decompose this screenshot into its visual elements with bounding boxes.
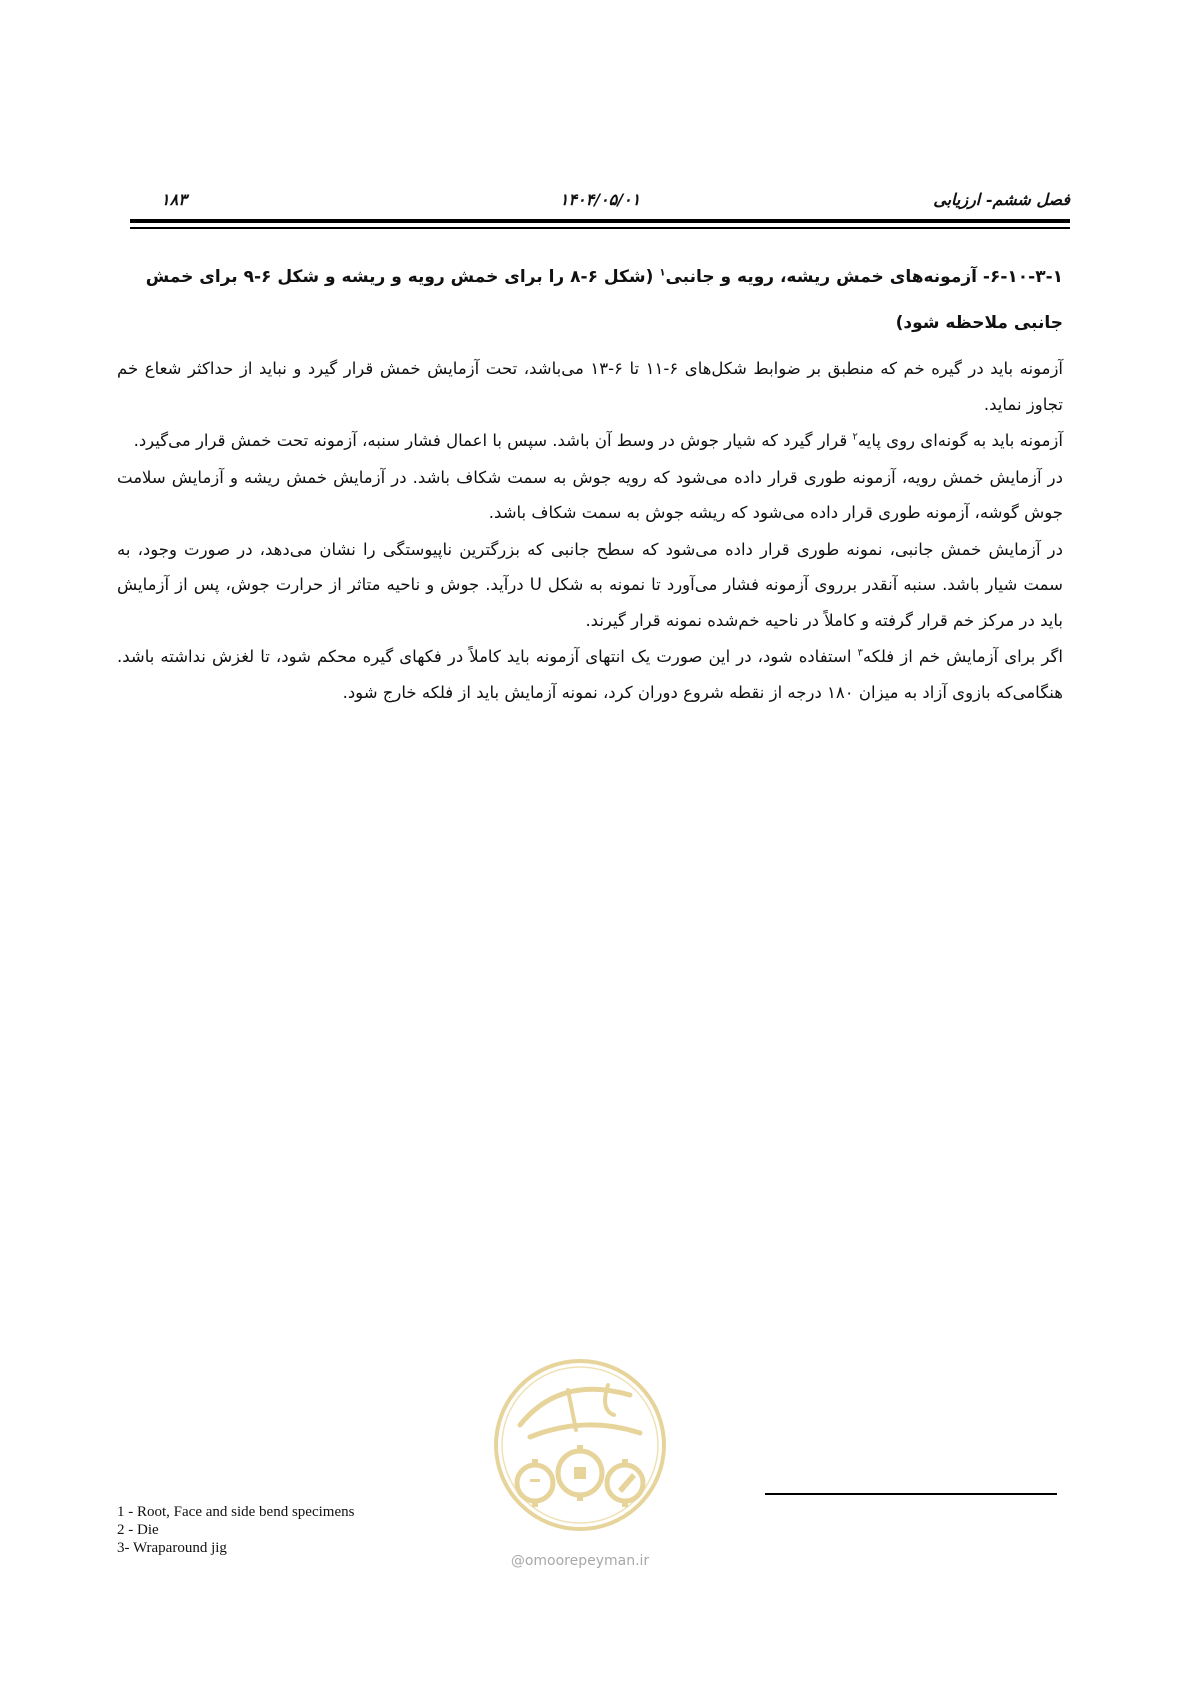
paragraph-2 — [117, 423, 1063, 459]
omoorepeyman-logo — [490, 1355, 670, 1535]
paragraph-4: در آزمایش خمش جانبی، نمونه طوری قرار داده می‌شود که سطح جانبی که بزرگترین ناپیوستگی را نشان می‌دهد، در صورت وجود، به سمت شیار باشد. سنبه آنقدر برروی آزمونه فشار می‌آورد تا نمونه به شکل U درآید. جوش و ناحیه متاثر از حرارت جوش، پس از آزمایش باید در مرکز خم قرار گرفته و کاملاً در ناحیه خم‌شده نمونه قرار گیرند. — [117, 539, 1064, 630]
heading-footnote-ref: ۱ — [659, 267, 666, 279]
heading-tail: (شکل ۶-۸ را برای خمش رویه و ریشه و شکل ۶-۹ برای خمش جانبی ملاحظه شود) — [145, 267, 1063, 333]
footnote-separator — [765, 1493, 1057, 1495]
heading-main: ۶-۱۰-۳-۱- آزمونه‌های خمش ریشه، رویه و جانبی — [665, 267, 1063, 287]
header-date: ۱۴۰۴/۰۵/۰۱ — [559, 190, 641, 209]
paragraph-2-part-b: قرار گیرد که شیار جوش در وسط آن باشد. سپس با اعمال فشار سنبه، آزمونه تحت خمش قرار می‌گیرد. — [133, 431, 853, 450]
footnotes — [117, 1503, 354, 1557]
page-number: ۱۸۳ — [161, 190, 187, 209]
footnote-1: 1 - Root, Face and side bend specimens — [117, 1504, 355, 1520]
footnote-3: 3- Wraparound jig — [117, 1540, 227, 1556]
footnote-2: 2 - Die — [117, 1522, 159, 1538]
watermark-site: @omoorepeyman.ir — [510, 1553, 650, 1569]
header-rule-thick — [130, 219, 1070, 223]
footnote-ref-2: ۲ — [852, 431, 858, 443]
section-heading — [117, 254, 1063, 346]
chapter-title: فصل ششم- ارزیابی — [933, 190, 1070, 209]
paragraph-3: در آزمایش خمش رویه، آزمونه طوری قرار داده می‌شود که رویه جوش به سمت شکاف باشد. در آزمایش خمش ریشه و آزمایش سلامت جوش گوشه، آزمونه طوری قرار داده می‌شود که ریشه جوش به سمت شکاف باشد. — [117, 467, 1063, 522]
header-rule-thin — [130, 227, 1070, 229]
paragraph-5-part-a: اگر برای آزمایش خم از فلکه — [862, 647, 1063, 666]
paragraph-5-part-b: استفاده شود، در این صورت یک انتهای آزمونه باید کاملاً در فکهای گیره محکم شود، تا لغزش نداشته باشد. هنگامی‌که بازوی آزاد به میزان ۱۸۰ درجه از نقطه شروع دوران کرد، نمونه آزمایش باید از فلکه خارج شود. — [117, 647, 1063, 702]
footnote-ref-3: ۳ — [857, 647, 863, 659]
page-header — [130, 190, 1070, 212]
paragraph-1: آزمونه باید در گیره خم که منطبق بر ضوابط شکل‌های ۶-۱۱ تا ۶-۱۳ می‌باشد، تحت آزمایش خمش قرار گیرد و نباید از حداکثر شعاع خم تجاوز نماید. — [117, 359, 1064, 414]
paragraph-2-part-a: آزمونه باید به گونه‌ای روی پایه — [857, 431, 1063, 450]
section-body — [117, 254, 1063, 710]
paragraph-5 — [117, 639, 1063, 710]
